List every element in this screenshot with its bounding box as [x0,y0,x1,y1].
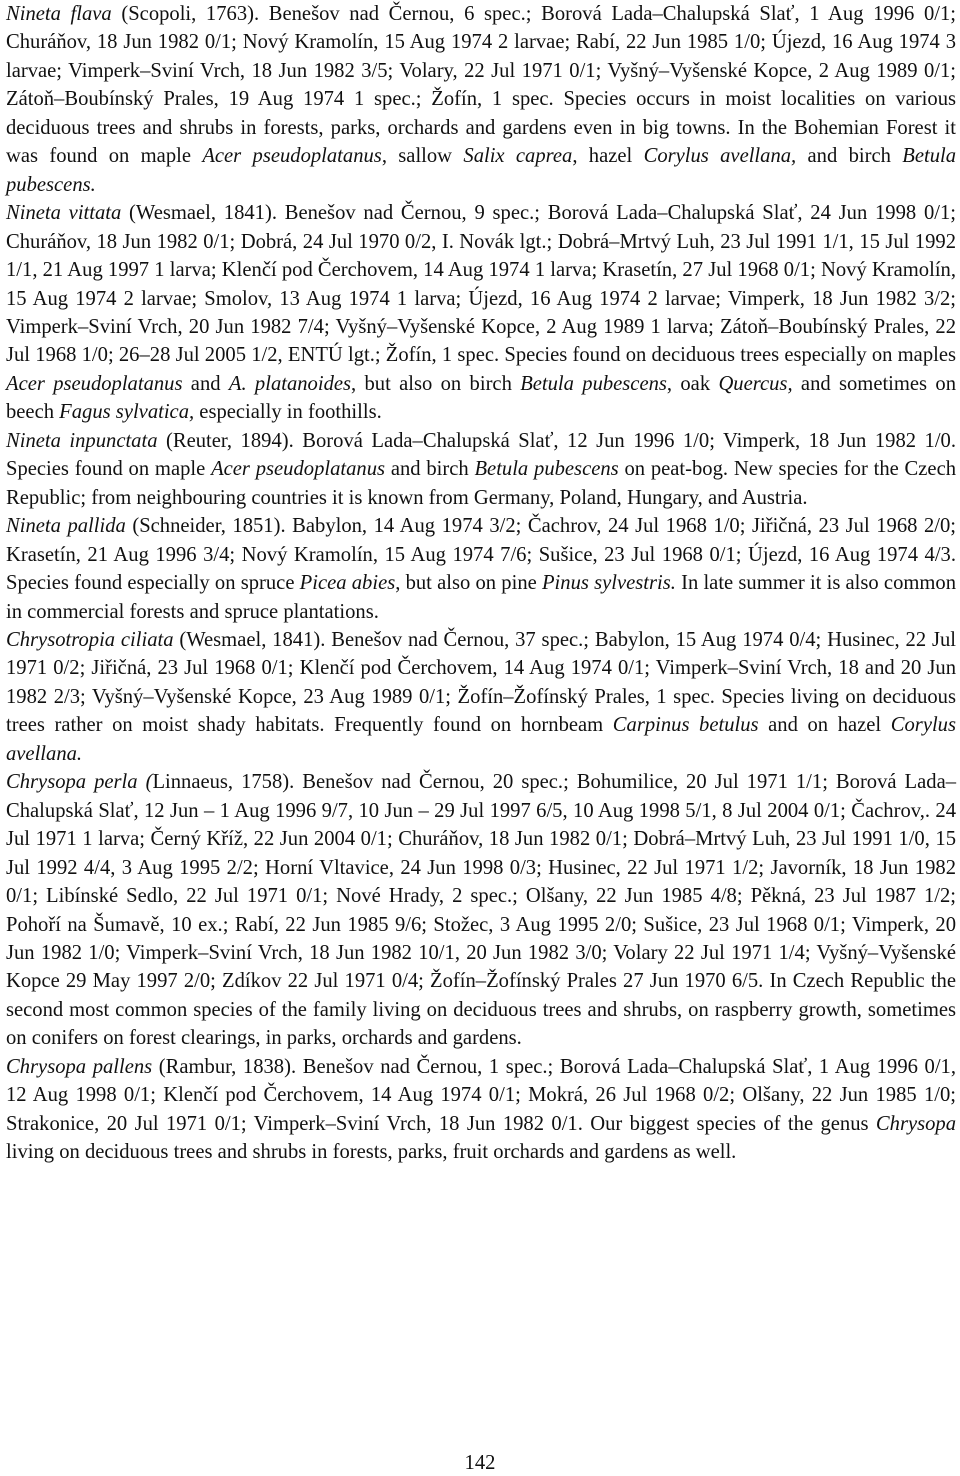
latin-name: Betula pubescens [520,372,667,395]
species-authority: (Rambur, 1838). [152,1055,297,1078]
text-run: , but also on pine [395,572,542,595]
latin-name: Acer pseudoplatanus [211,458,386,481]
latin-name: Carpinus betulus [612,714,759,737]
species-entry [6,427,956,512]
latin-name: Betula pubescens [474,458,619,481]
species-entry [6,199,956,427]
species-name: Chrysopa perla ( [6,771,153,794]
species-entry [6,626,956,768]
text-run: living on deciduous trees and shrubs in forests, parks, fruit orchards and gardens as well. [6,1141,737,1164]
text-run: and birch [796,145,903,168]
species-name: Chrysotropia ciliata [6,628,174,651]
latin-name: A. platanoides [228,372,352,395]
species-entry [6,1053,956,1167]
species-authority: (Wesmael, 1841). [121,202,277,225]
latin-name: Fagus sylvatica, [59,401,195,424]
species-authority: (Reuter, 1894). [157,429,294,452]
text-run: Babylon, 14 Aug 1974 3/2; Čachrov, 24 Jul 1968 1/0; Jiřičná, 23 Jul 1968 2/0; Krasetín, 21 Aug 1996 3/4; Nový Kramolín, 15 Aug 1974 7/6; Sušice, 23 Jul 1968 0/1; Újezd, 16 Aug 1974 4/3. Species found especially on spruce [6,515,956,595]
text-run: Benešov nad Černou, 37 spec.; Babylon, 15 Aug 1974 0/4; Husinec, 22 Jul 1971 0/2; Jiřičná, 23 Jul 1968 0/1; Klenčí pod Čerchovem, 14 Aug 1974 0/1; Vimperk–Sviní Vrch, 18 and 20 Jun 1982 2/3; Vyšný–Vyšenské Kopce, 23 Aug 1989 0/1; Žofín–Žofínský Prales, 1 spec. Species living on deciduous trees rather on moist shady habitats. Frequently found on hornbeam [6,628,956,737]
species-name: Chrysopa pallens [6,1055,153,1078]
latin-name: Quercus, [718,372,793,395]
species-authority: (Wesmael, 1841). [173,628,326,651]
latin-name: Betula pubescens. [6,145,957,196]
species-name: Nineta inpunctata [6,429,158,452]
text-run: Benešov nad Černou, 6 spec.; Borová Lada–Chalupská Slať, 1 Aug 1996 0/1; Churáňov, 18 Jun 1982 0/1; Nový Kramolín, 15 Aug 1974 2 larvae; Rabí, 22 Jun 1985 1/0; Újezd, 16 Aug 1974 3 larvae; Vimperk–Sviní Vrch, 18 Jun 1982 3/5; Volary, 22 Jul 1971 0/1; Vyšný–Vyšenské Kopce, 2 Aug 1989 0/1; Zátoň–Boubínský Prales, 19 Aug 1974 1 spec.; Žofín, 1 spec. Species occurs in moist localities on various deciduous trees and shrubs in forests, parks, orchards and gardens even in big towns. In the Bohemian Forest it was found on maple [6,3,956,168]
latin-name: Acer pseudoplatanus [6,372,183,395]
species-name: Nineta pallida [6,515,126,538]
document-body [6,0,956,1167]
species-authority: (Scopoli, 1763). [111,3,260,25]
text-run: Benešov nad Černou, 20 spec.; Bohumilice, 20 Jul 1971 1/1; Borová Lada–Chalupská Slať, 12 Jun – 1 Aug 1996 9/7, 10 Jun – 29 Jul 1997 6/5, 10 Aug 1998 5/1, 8 Jul 2004 0/1; Čachrov,. 24 Jul 1971 1 larva; Černý Kříž, 22 Jun 2004 0/1; Churáňov, 18 Jun 1982 0/1; Dobrá–Mrtvý Luh, 23 Jul 1991 1/0, 15 Jul 1992 4/4, 3 Aug 1995 2/2; Horní Vltavice, 24 Jun 1998 0/3; Husinec, 22 Jul 1971 1/2; Javorník, 18 Jun 1982 0/1; Libínské Sedlo, 22 Jul 1971 0/1; Nové Hrady, 2 spec.; Olšany, 22 Jun 1985 4/8; Pěkná, 23 Jul 1987 1/2; Pohoří na Šumavě, 10 ex.; Rabí, 22 Jun 1985 9/6; Stožec, 3 Aug 1995 2/0; Sušice, 23 Jul 1968 0/1; Vimperk, 20 Jun 1982 1/0; Vimperk–Sviní Vrch, 18 Jun 1982 10/1, 20 Jun 1982 3/0; Volary 22 Jul 1971 1/4; Vyšný–Vyšenské Kopce 29 May 1997 2/0; Zdíkov 22 Jul 1971 0/4; Žofín–Žofínský Prales 27 Jun 1970 6/5. In Czech Republic the second most common species of the family living on deciduous trees and shrubs, on raspberry growth, sometimes on conifers on forest clearings, in parks, orchards and gardens. [6,771,957,1050]
text-run: Benešov nad Černou, 9 spec.; Borová Lada–Chalupská Slať, 24 Jun 1998 0/1; Churáňov, 18 Jun 1982 0/1; Dobrá, 24 Jul 1970 0/2, I. Novák lgt.; Dobrá–Mrtvý Luh, 23 Jul 1991 1/1, 15 Jul 1992 1/1, 21 Aug 1997 1 larva; Klenčí pod Čerchovem, 14 Aug 1974 1 larva; Krasetín, 27 Jul 1968 0/1; Nový Kramolín, 15 Aug 1974 2 larvae; Smolov, 13 Aug 1974 1 larva; Újezd, 16 Aug 1974 2 larvae; Vimperk, 18 Jun 1982 3/2; Vimperk–Sviní Vrch, 20 Jun 1982 7/4; Vyšný–Vyšenské Kopce, 2 Aug 1989 1 larva; Zátoň–Boubínský Prales, 22 Jul 1968 1/0; 26–28 Jul 2005 1/2, ENTÚ lgt.; Žofín, 1 spec. Species found on deciduous trees especially on maples [6,202,956,367]
text-run: and [182,372,229,395]
latin-name: Corylus avellana. [6,714,956,765]
latin-name: Corylus avellana, [643,145,797,168]
text-run: , sallow [381,145,464,168]
latin-name: Salix caprea [463,145,573,168]
species-name: Nineta vittata [6,202,122,225]
species-entry [6,768,956,1053]
species-entry [6,0,956,199]
latin-name: Chrysopa [875,1112,956,1135]
latin-name: Pinus sylvestris. [541,572,676,595]
page-number: 142 [464,1452,496,1474]
text-run: especially in foothills. [194,401,382,424]
text-run: and on hazel [758,714,891,737]
text-run: on peat-bog. New species for the Czech Republic; from neighbouring countries it is known from Germany, Poland, Hungary, and Austria. [6,458,957,509]
species-name: Nineta flava [6,3,112,25]
text-run: , hazel [572,145,644,168]
text-run: , but also on birch [351,372,521,395]
latin-name: Picea abies [299,572,396,595]
text-run: and sometimes on beech [6,372,956,424]
species-authority: Linnaeus, 1758). [152,771,295,794]
species-entry [6,512,956,626]
text-run: and birch [385,458,475,481]
text-run: , oak [666,372,719,395]
text-run: Benešov nad Černou, 1 spec.; Borová Lada–Chalupská Slať, 1 Aug 1996 0/1, 12 Aug 1998 0/1; Klenčí pod Čerchovem, 14 Aug 1974 0/1; Mokrá, 26 Jul 1968 0/2; Olšany, 22 Jun 1985 1/0; Strakonice, 20 Jul 1971 0/1; Vimperk–Sviní Vrch, 18 Jun 1982 0/1. Our biggest species of the genus [6,1055,957,1135]
text-run: In late summer it is also common in commercial forests and spruce plantations. [6,572,956,623]
text-run: Borová Lada–Chalupská Slať, 12 Jun 1996 1/0; Vimperk, 18 Jun 1982 1/0. Species found on maple [6,429,956,481]
species-authority: (Schneider, 1851). [125,515,286,538]
latin-name: Acer pseudoplatanus [202,145,382,168]
